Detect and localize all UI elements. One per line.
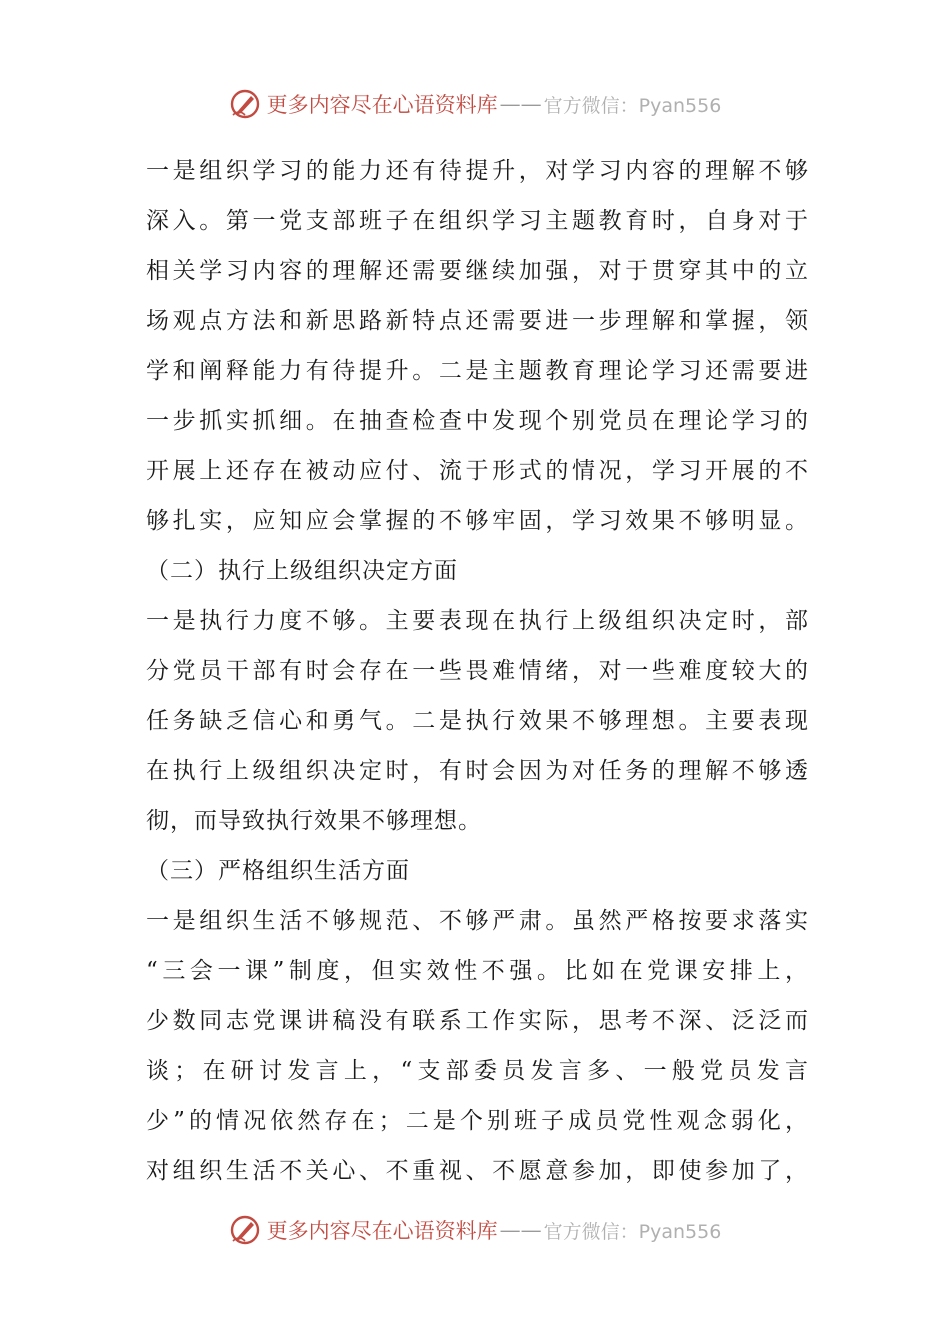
pen-logo-icon	[229, 88, 261, 120]
text-line: 一是组织学习的能力还有待提升，对学习内容的理解不够	[146, 158, 808, 184]
banner-wechat: 官方微信：Pyan556	[543, 1220, 722, 1243]
text-line: 一步抓实抓细。在抽查检查中发现个别党员在理论学习的	[146, 408, 808, 434]
text-line: “三会一课”制度，但实效性不强。比如在党课安排上，	[146, 958, 808, 984]
text-line: 分党员干部有时会存在一些畏难情绪，对一些难度较大的	[146, 658, 808, 684]
text-line: 对组织生活不关心、不重视、不愿意参加，即使参加了，	[146, 1158, 808, 1184]
text-line: 谈；在研讨发言上，“支部委员发言多、一般党员发言	[146, 1058, 808, 1084]
text-line: 学和阐释能力有待提升。二是主题教育理论学习还需要进	[146, 358, 808, 384]
text-line: 一是执行力度不够。主要表现在执行上级组织决定时，部	[146, 608, 808, 634]
banner-dash: ——	[499, 1218, 542, 1242]
footer-banner	[0, 1210, 950, 1250]
section-heading: （三）严格组织生活方面	[146, 858, 410, 884]
document-body	[146, 146, 808, 1196]
pen-logo-icon	[229, 1214, 261, 1246]
section-heading: （二）执行上级组织决定方面	[146, 558, 458, 584]
text-line: 少数同志党课讲稿没有联系工作实际，思考不深、泛泛而	[146, 1008, 808, 1034]
text-line: 在执行上级组织决定时，有时会因为对任务的理解不够透	[146, 758, 808, 784]
text-line: 开展上还存在被动应付、流于形式的情况，学习开展的不	[146, 458, 808, 484]
text-line: 场观点方法和新思路新特点还需要进一步理解和掌握，领	[146, 308, 808, 334]
banner-title: 更多内容尽在心语资料库	[266, 1219, 498, 1243]
banner-wechat: 官方微信：Pyan556	[543, 94, 722, 117]
text-line: 相关学习内容的理解还需要继续加强，对于贯穿其中的立	[146, 258, 808, 284]
text-line: 一是组织生活不够规范、不够严肃。虽然严格按要求落实	[146, 908, 808, 934]
text-line: 少”的情况依然存在；二是个别班子成员党性观念弱化，	[146, 1108, 808, 1134]
text-line: 深入。第一党支部班子在组织学习主题教育时，自身对于	[146, 208, 808, 234]
text-line: 够扎实，应知应会掌握的不够牢固，学习效果不够明显。	[146, 508, 808, 534]
header-banner	[0, 84, 950, 124]
text-line: 任务缺乏信心和勇气。二是执行效果不够理想。主要表现	[146, 708, 808, 734]
banner-title: 更多内容尽在心语资料库	[266, 93, 498, 117]
banner-dash: ——	[499, 92, 542, 116]
text-line: 彻，而导致执行效果不够理想。	[146, 808, 482, 834]
